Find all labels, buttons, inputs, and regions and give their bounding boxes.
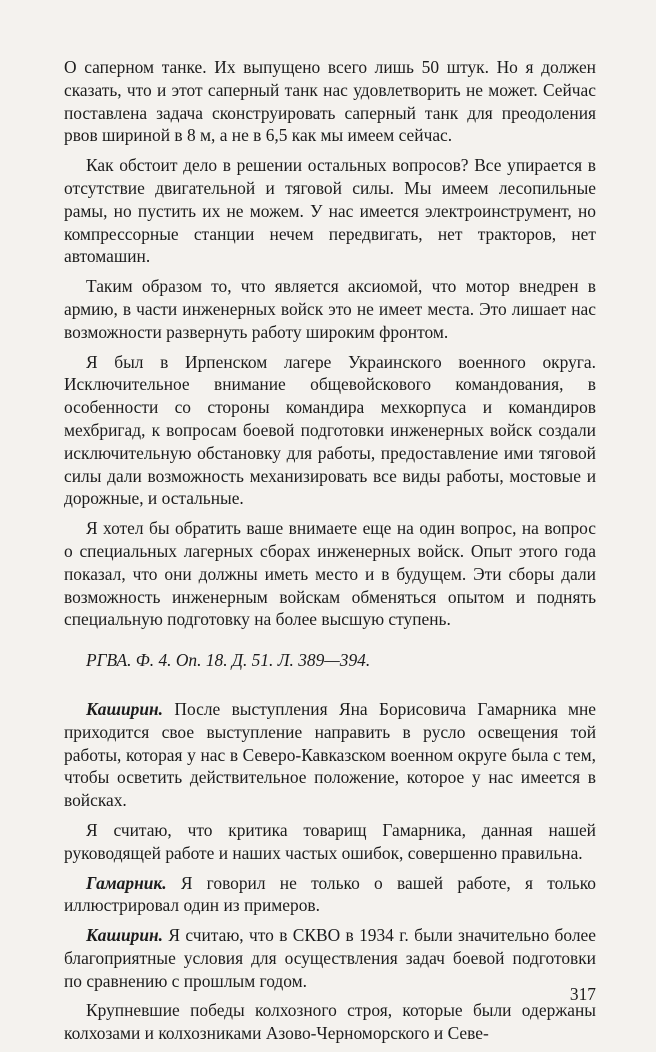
speech-paragraph xyxy=(64,698,596,812)
speech-text: Я считаю, что критика товарищ Гамарника, данная нашей руководящей работе и наших частых ошибок, совершенно правильна. xyxy=(64,819,596,863)
speech-text: Я говорил не только о вашей работе, я только иллюстрировал один из примеров. xyxy=(64,872,596,916)
speaker-name: Каширин. xyxy=(86,698,164,719)
paragraph: Я был в Ирпенском лагере Украинского военного округа. Исключительное внимание общевойскового командования, в особенности со стороны командира мехкорпуса и командиров мехбригад, к вопросам боевой подготовки инженерных войск создали исключительную обстановку для работы, предоставление ими тяговой силы дали возможность механизировать все виды работы, мостовые и дорожные, и остальные. xyxy=(64,351,596,509)
speech-paragraph xyxy=(64,924,596,992)
paragraph: Как обстоит дело в решении остальных вопросов? Все упирается в отсутствие двигательной и тяговой силы. Мы имеем лесопильные рамы, но пустить их не можем. У нас имеется электроинструмент, но компрессорные станции нечем передвигать, нет тракторов, нет автомашин. xyxy=(64,155,596,267)
paragraph: О саперном танке. Их выпущено всего лишь 50 штук. Но я должен сказать, что и этот саперный танк нас удовлетворить не может. Сейчас поставлена задача сконструировать саперный танк для преодоления рвов шириной в 8 м, а не в 6,5 как мы имеем сейчас. xyxy=(64,57,596,146)
speech-text: После выступления Яна Борисовича Гамарника мне приходится свое выступление направить в русло освещения той работы, которая у нас в Северо-Кавказском военном округе была с тем, чтобы осветить действительное положение, которое у нас имеется в войсках. xyxy=(64,698,596,811)
speech-paragraph xyxy=(64,999,596,1045)
paragraph: Я хотел бы обратить ваше внимаете еще на один вопрос, на вопрос о специальных лагерных сборах инженерных войск. Опыт этого года показал, что они должны иметь место и в будущем. Эти сборы дали возможность инженерным войскам обменяться опытом и поднять специальную подготовку на более высшую ступень. xyxy=(64,518,596,630)
speech-text: Я считаю, что в СКВО в 1934 г. были значительно более благоприятные условия для осуществления задач боевой подготовки по сравнению с прошлым годом. xyxy=(64,925,596,991)
page-number: 317 xyxy=(569,984,596,1004)
document-page xyxy=(64,56,596,1052)
speech-paragraph xyxy=(64,872,596,918)
speech-text: Крупневшие победы колхозного строя, которые были одержаны колхозами и колхозниками Азово-Черноморского и Севе- xyxy=(64,1000,596,1044)
speaker-name: Каширин. xyxy=(86,925,164,946)
speech-paragraph xyxy=(64,819,596,865)
paragraph: Таким образом то, что является аксиомой, что мотор внедрен в армию, в части инженерных войск это не имеет места. Это лишает нас возможности развернуть работу широким фронтом. xyxy=(64,276,596,342)
speaker-name: Гамарник. xyxy=(86,872,167,893)
source-citation: РГВА. Ф. 4. Оп. 18. Д. 51. Л. 389—394. xyxy=(86,650,371,671)
